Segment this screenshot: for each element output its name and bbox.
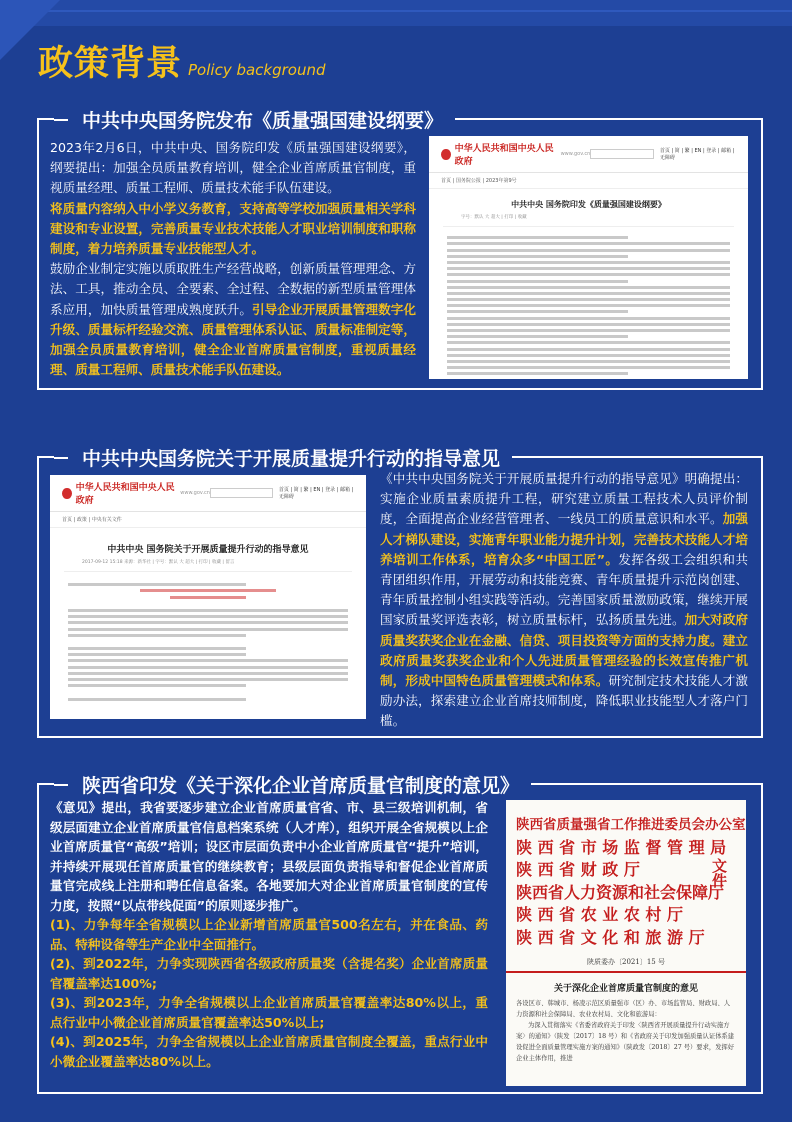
section3-title: 陕西省印发《关于深化企业首席质量官制度的意见》 bbox=[54, 771, 531, 798]
s3-p1: 《意见》提出，我省要逐步建立企业首席质量官省、市、县三级培训机制，省级层面建立企业首席质量官信息档案系统（人才库），组织开展全省规模以上企业首席质量官“高级”培训；设区市层面负责中小企业首席质量官“提升”培训，并持续开展现任首席质量官的继续教育；县级层面负责指导和督促企业首席质量官完成线上注册和聘任信息备案。各地要加大对企业首席质量官制度的宣传力度，按照“以点带线促面”的原则逐步推广。 bbox=[50, 800, 488, 913]
s1-p1: 2023年2月6日，中共中央、国务院印发《质量强国建设纲要》，纲要提出：加强全员质量教育培训，健全企业首席质量官制度，重视质量经理、质量工程师、质量技术能手队伍建设。 bbox=[50, 140, 416, 196]
section2-body bbox=[380, 469, 748, 732]
section2-title: 中共中央国务院关于开展质量提升行动的指导意见 bbox=[54, 444, 512, 471]
file-word: 文件 bbox=[710, 858, 728, 888]
section1-title: 中共中央国务院发布《质量强国建设纲要》 bbox=[54, 106, 455, 133]
s3-item-1: (1)、力争每年全省规模以上企业新增首席质量官500名左右，并在食品、药品、特种设备等生产企业中全面推行。 bbox=[50, 917, 488, 952]
section1-body bbox=[50, 138, 416, 380]
s3-item-4: (4)、到2025年，力争全省规模以上企业首席质量官制度全覆盖，重点行业中小微企业覆盖率达80%以上。 bbox=[50, 1034, 488, 1069]
s1-p2: 将质量内容纳入中小学义务教育，支持高等学校加强质量相关学科建设和专业设置，完善质量专业技术技能人才职业培训制度和职称制度，着力培养质量专业技能型人才。 bbox=[50, 200, 416, 257]
s3-item-3: (3)、到2023年，力争全省规模以上企业首席质量官覆盖率达80%以上，重点行业中小微企业首席质量官覆盖率达50%以上; bbox=[50, 995, 488, 1030]
heading-en: Policy background bbox=[188, 61, 326, 79]
s3-item-2: (2)、到2022年，力争实现陕西省各级政府质量奖（含提名奖）企业首席质量官覆盖率达100%; bbox=[50, 956, 488, 991]
s2-p3: 发挥各级工会组织和共青团组织作用，开展劳动和技能竞赛、青年质量提升示范岗创建、青年质量控制小组实践等活动。完善国家质量激励政策，继续开展国家质量奖评选表彰，树立质量标杆，弘扬质量先进。 bbox=[380, 551, 748, 628]
s2-p4: 加大对政府质量奖获奖企业在金融、信贷、项目投资等方面的支持力度。建立政府质量奖获奖企业和个人先进质量管理经验的长效宣传推广机制，形成中国特色质量管理模式和体系。 bbox=[380, 612, 749, 689]
emblem-icon bbox=[62, 488, 72, 499]
section1-screenshot: 中华人民共和国中央人民政府 www.gov.cn 首页 | 简 | 繁 | EN | 登录 | 邮箱 | 无障碍 首页 | 国务院公报 | 2023年第9号 中共中央 国务院印发《质量强国建设纲要》 字号：默认 大 超大 | 打印 | 收藏 bbox=[429, 136, 748, 379]
search-box bbox=[210, 488, 273, 498]
s2-p2: 加强人才梯队建设，实施青年职业能力提升计划，完善技术技能人才培养培训工作体系，培育众多“中国工匠”。 bbox=[380, 511, 749, 567]
s1-p3a: 鼓励企业制定实施以质取胜生产经营战略，创新质量管理理念、方法、工具，推动全员、全要素、全过程、全数据的新型质量管理体系应用，加快质量管理成熟度跃升。 bbox=[50, 261, 416, 317]
page-heading bbox=[38, 44, 326, 84]
s2-p1: 《中共中央国务院关于开展质量提升行动的指导意见》明确提出：实施企业质量素质提升工程，研究建立质量工程技术人员评价制度，全面提高企业经营管理者、一线员工的质量意识和水平。 bbox=[380, 471, 748, 527]
top-band bbox=[0, 0, 792, 26]
heading-zh: 政策背景 bbox=[38, 44, 183, 84]
s2-p5: 研究制定技术技能人才激励办法，探索建立企业首席技师制度，降低职业技能型人才落户门槛。 bbox=[380, 673, 749, 729]
section3-document: 陕西省质量强省工作推进委员会办公室 陕 西 省 市 场 监 督 管 理 局 陕 西 省 财 政 厅 陕西省人力资源和社会保障厅 陕 西 省 农 业 农 村 厅 陕 西 省 文 化 和 旅 游 厅 文件 陕质委办〔2021〕15 号 关于深化企业首席质量官制度的意见 各设区市、韩城市、杨凌示范区质量强市（区）办、市场监管局、财政局、人力资源和社会保障局、农业农村局、文化和旅游局： 为深入贯彻落实《省委省政府关于印发〈陕西省开展质量提升行动实施方案〉的通知》（陕发〔2017〕18 号）和《省政府关于印发加强质量认证体系建设促进全面质量管理实施方案的通知》（陕政发〔2018〕27 号）要求，发挥好企业主体作用，推进 bbox=[506, 800, 746, 1086]
section2-screenshot: 中华人民共和国中央人民政府 www.gov.cn 首页 | 简 | 繁 | EN | 登录 | 邮箱 | 无障碍 首页 | 政策 | 中央有关文件 中共中央 国务院关于开展质量提升行动的指导意见 2017-09-12 15:18 来源：新华社 | 字号：默认 大 超大 | 打印 | 收藏 | 留言 bbox=[50, 475, 366, 719]
s1-p3b: 引导企业开展质量管理数字化升级、质量标杆经验交流、质量管理体系认证、质量标准制定等，加强全员质量教育培训，健全企业首席质量官制度，重视质量经理、质量工程师、质量技术能手队伍建设。 bbox=[50, 301, 417, 378]
search-box bbox=[590, 149, 654, 159]
red-rule bbox=[506, 971, 746, 973]
section3-body bbox=[50, 798, 488, 1071]
emblem-icon bbox=[441, 149, 451, 160]
